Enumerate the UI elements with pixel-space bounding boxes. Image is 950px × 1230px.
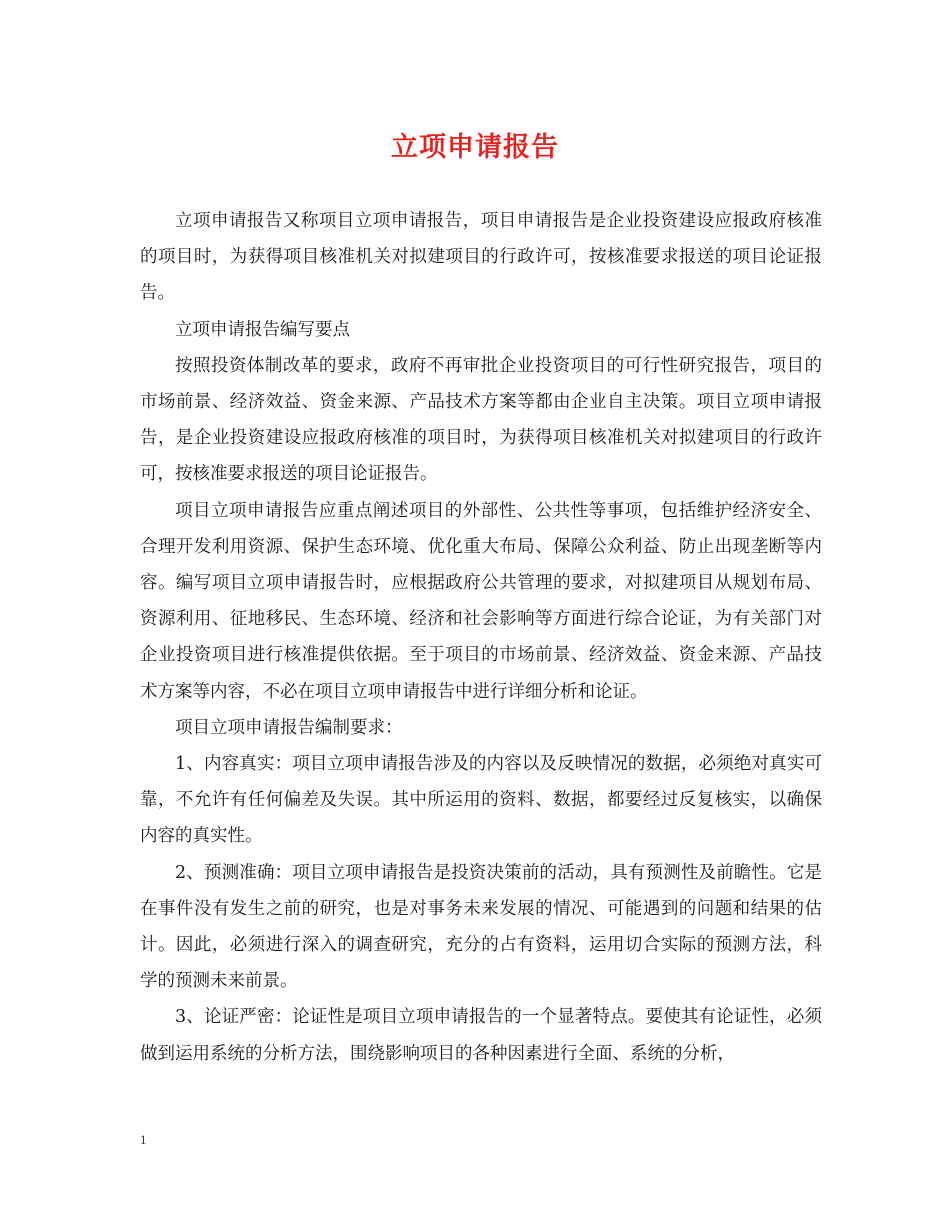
paragraph-heading-requirements: 项目立项申请报告编制要求： [175, 717, 403, 738]
paragraph-focus: 项目立项申请报告应重点阐述项目的外部性、公共性等事项，包括维护经济安全、合理开发利用资源、保护生态环境、优化重大布局、保障公众利益、防止出现垄断等内容。编写项目立项申请报告时，应根据政府公共管理的要求，对拟建项目从规划布局、资源利用、征地移民、生态环境、经济和社会影响等方面进行综合论证，为有关部门对企业投资项目进行核准提供依据。至于项目的市场前景、经济效益、资金来源、产品技术方案等内容，不必在项目立项申请报告中进行详细分析和论证。 [140, 500, 822, 702]
page-title: 立项申请报告 [391, 132, 559, 163]
paragraph-intro: 立项申请报告又称项目立项申请报告，项目申请报告是企业投资建设应报政府核准的项目时，为获得项目核准机关对拟建项目的行政许可，按核准要求报送的项目论证报告。 [140, 211, 822, 304]
paragraph-heading-key-points: 立项申请报告编写要点 [175, 319, 350, 340]
page-number: 1 [140, 1132, 147, 1147]
paragraph-reform: 按照投资体制改革的要求，政府不再审批企业投资项目的可行性研究报告，项目的市场前景、经济效益、资金来源、产品技术方案等都由企业自主决策。项目立项申请报告，是企业投资建设应报政府核准的项目时，为获得项目核准机关对拟建项目的行政许可，按核准要求报送的项目论证报告。 [140, 355, 822, 485]
paragraph-requirement-1: 1、内容真实：项目立项申请报告涉及的内容以及反映情况的数据，必须绝对真实可靠，不允许有任何偏差及失误。其中所运用的资料、数据，都要经过反复核实，以确保内容的真实性。 [140, 754, 822, 847]
paragraph-requirement-2: 2、预测准确：项目立项申请报告是投资决策前的活动，具有预测性及前瞻性。它是在事件没有发生之前的研究，也是对事务未来发展的情况、可能遇到的问题和结果的估计。因此，必须进行深入的调查研究，充分的占有资料，运用切合实际的预测方法，科学的预测未来前景。 [140, 862, 822, 992]
document-body [140, 203, 822, 1072]
paragraph-requirement-3: 3、论证严密：论证性是项目立项申请报告的一个显著特点。要使其有论证性，必须做到运用系统的分析方法，围绕影响项目的各种因素进行全面、系统的分析， [140, 1007, 822, 1064]
